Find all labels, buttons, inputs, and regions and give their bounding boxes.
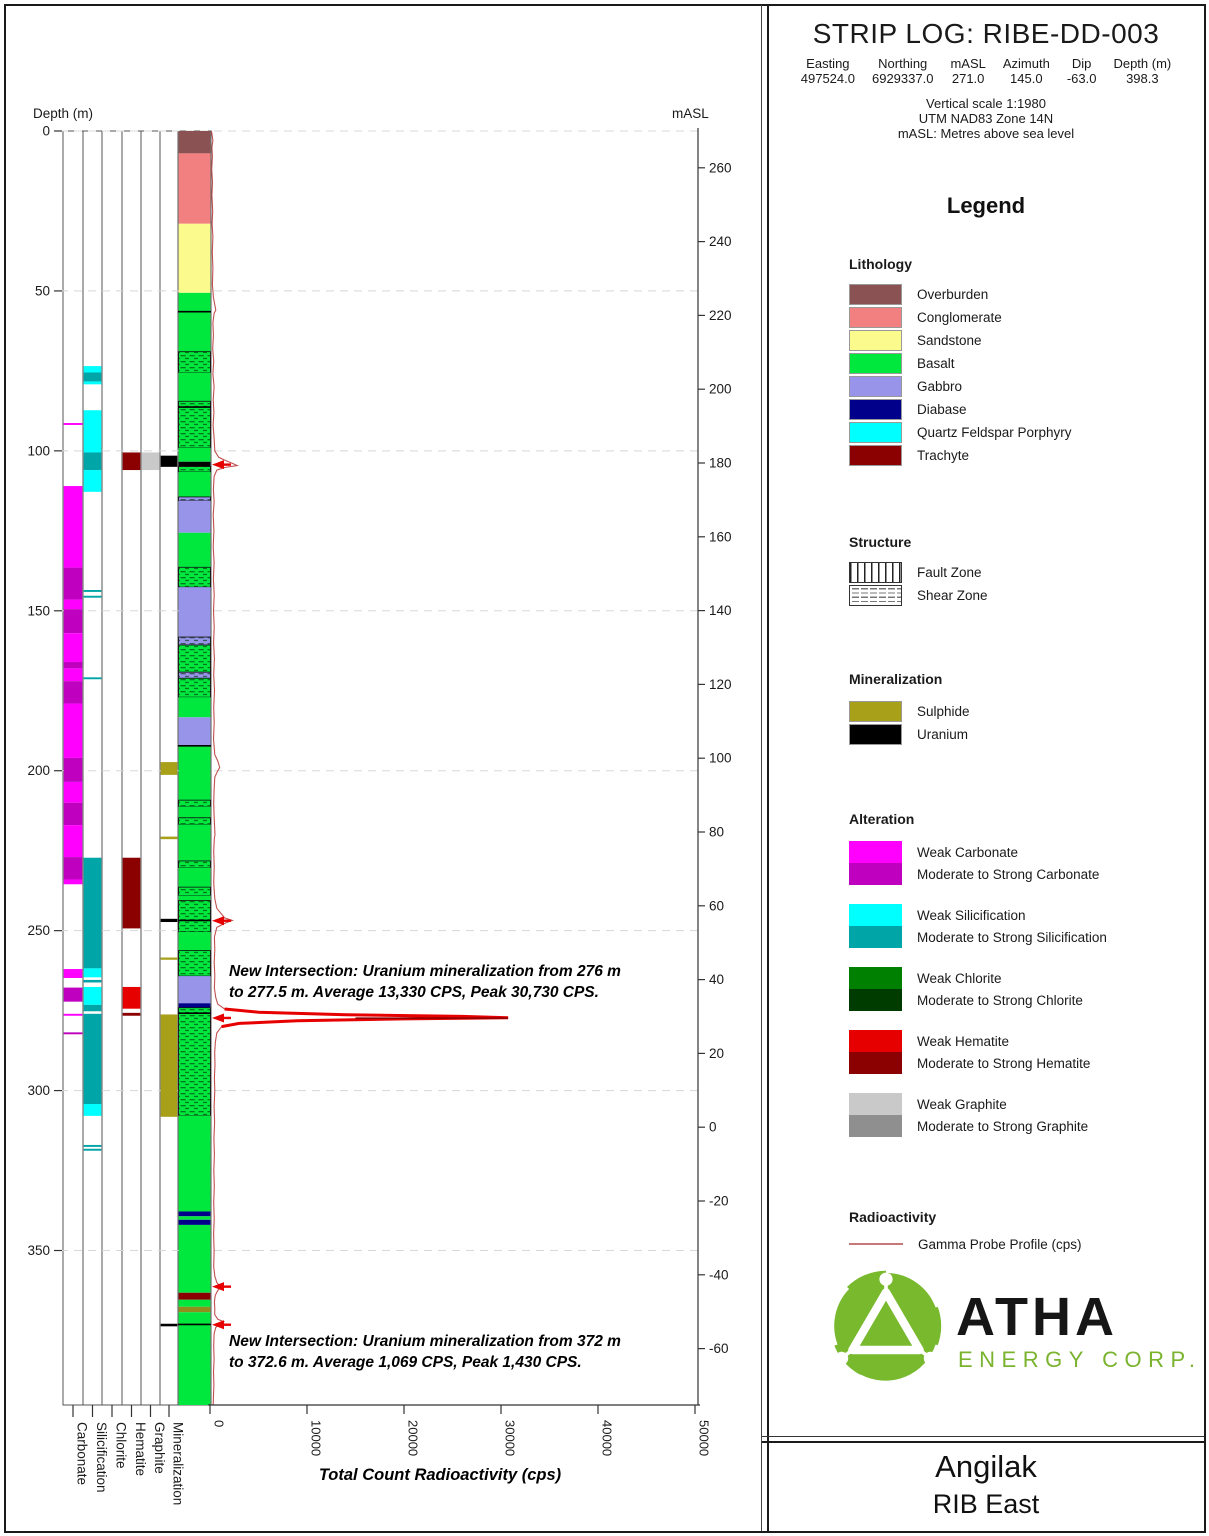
legend-alteration-heading: Alteration [849,811,915,827]
svg-text:50000: 50000 [696,1420,712,1457]
column-labels [73,1405,186,1505]
collar-field [801,56,855,86]
svg-text:180: 180 [709,455,732,471]
collar-field-value: 145.0 [1010,71,1043,86]
legend-swatch [849,841,902,863]
collar-field-value: 398.3 [1126,71,1159,86]
collar-field-value: 271.0 [951,71,985,86]
note-datum: UTM NAD83 Zone 14N [918,111,1054,126]
legend-item-label: Weak Carbonate [917,844,1019,860]
collar-field [950,56,985,86]
svg-text:Graphite: Graphite [152,1422,167,1474]
gamma-profile [212,131,509,1405]
note-scale: Vertical scale 1:1980 [926,96,1046,111]
intersection-annotation [229,961,709,1003]
svg-text:50: 50 [34,283,50,299]
project-name: Angilak [935,1449,1037,1484]
legend-gamma-row [849,1234,1082,1254]
alteration-legend-group [849,967,1107,1011]
collar-field-label: Azimuth [1002,56,1050,71]
annotation-line1: New Intersection: Uranium mineralization from 372 m [229,1333,621,1350]
legend-item-label: Sandstone [917,333,982,348]
radioactivity-axis [208,1405,712,1456]
strip-column-box [122,131,141,1405]
collar-field-label: mASL [950,56,986,71]
legend-item [849,375,1072,398]
legend-swatch [849,307,902,328]
svg-text:220: 220 [709,307,732,323]
legend-item [849,863,1107,885]
note-masl: mASL: Metres above sea level [897,126,1075,141]
svg-text:-60: -60 [709,1341,729,1357]
legend-swatch [849,562,902,583]
legend-item [849,841,1107,863]
svg-text:20000: 20000 [405,1420,421,1457]
right-panel-border [767,5,769,1531]
annotation-line2: to 277.5 m. Average 13,330 CPS, Peak 30,730 CPS. [229,984,599,1001]
svg-text:0: 0 [42,123,50,139]
collar-field-label: Northing [878,56,928,71]
svg-text:150: 150 [27,603,50,619]
legend-item [849,989,1107,1011]
svg-text:40: 40 [709,972,725,988]
svg-text:Mineralization: Mineralization [170,1422,186,1506]
legend-item [849,1030,1107,1052]
svg-text:160: 160 [709,529,732,545]
legend-structure-heading: Structure [849,534,912,550]
collar-field-value: 6929337.0 [871,71,934,86]
map-notes [768,96,1204,141]
legend-item [849,444,1072,467]
svg-text:240: 240 [709,234,732,250]
gamma-line-label: Gamma Probe Profile (cps) [918,1236,1082,1252]
masl-axis-label: mASL [672,106,709,121]
footer-divider [762,1436,1204,1437]
svg-text:140: 140 [709,603,732,619]
legend-mineralization-heading: Mineralization [849,671,943,687]
legend-item-label: Moderate to Strong Carbonate [917,866,1100,882]
legend-swatch [849,422,902,443]
radioactivity-axis-title: Total Count Radioactivity (cps) [318,1466,562,1484]
svg-text:-40: -40 [709,1267,729,1283]
alteration-legend-group [849,904,1107,948]
collar-info-fields [768,56,1204,86]
collar-field-label: Depth (m) [1113,56,1172,71]
legend-item-label: Basalt [917,356,955,371]
svg-text:100: 100 [709,750,732,766]
legend-item [849,1115,1107,1137]
legend-swatch [849,353,902,374]
legend-item-label: Weak Chlorite [917,970,1002,986]
strip-column-box [141,131,160,1405]
legend-item [849,967,1107,989]
legend-item-label: Fault Zone [917,565,982,580]
legend-swatch [849,1052,902,1074]
legend-swatch [849,376,902,397]
legend-swatch [849,445,902,466]
depth-axis-label: Depth (m) [33,106,94,121]
collar-field [1113,56,1171,86]
svg-text:Chlorite: Chlorite [113,1422,129,1469]
svg-text:30000: 30000 [502,1420,518,1457]
legend-swatch [849,701,902,722]
legend-mineralization-list [849,700,970,746]
legend-swatch [849,967,902,989]
svg-text:300: 300 [27,1083,50,1099]
collar-field [872,56,933,86]
legend-item-label: Sulphide [917,704,970,719]
svg-text:350: 350 [27,1243,50,1259]
legend-item-label: Moderate to Strong Chlorite [917,992,1083,1008]
atha-subtitle: ENERGY CORP. [958,1347,1202,1372]
legend-item-label: Conglomerate [917,310,1002,325]
legend-radioactivity-heading: Radioactivity [849,1209,937,1225]
legend-item [849,421,1072,444]
legend-item-label: Gabbro [917,379,963,394]
svg-text:250: 250 [27,923,50,939]
collar-field-label: Easting [806,56,850,71]
legend-swatch [849,585,902,606]
lithology-intervals [178,131,211,1405]
legend-item [849,283,1072,306]
legend-item-label: Moderate to Strong Silicification [917,929,1107,945]
legend-item [849,700,970,723]
masl-axis [698,128,732,1405]
svg-text:20: 20 [709,1045,725,1061]
alteration-legend-group [849,1093,1107,1137]
annotation-line2: to 372.6 m. Average 1,069 CPS, Peak 1,430 CPS. [229,1354,582,1371]
legend-swatch [849,1030,902,1052]
legend-item-label: Moderate to Strong Hematite [917,1055,1091,1071]
legend-lithology-list [849,283,1072,467]
legend-swatch [849,284,902,305]
legend-swatch [849,989,902,1011]
legend-item [849,329,1072,352]
legend-item [849,306,1072,329]
project-area: RIB East [932,1489,1040,1519]
legend-alteration-list [849,841,1107,1156]
svg-text:120: 120 [709,676,732,692]
svg-text:60: 60 [709,898,725,914]
atha-wordmark: ATHA [956,1287,1118,1347]
intersection-annotation [229,1331,709,1373]
legend-item-label: Trachyte [917,448,970,463]
legend-title: Legend [946,193,1026,218]
legend-item-label: Shear Zone [917,588,988,603]
legend-item-label: Uranium [917,727,969,742]
svg-text:200: 200 [27,763,50,779]
atha-logo-icon [826,1266,946,1386]
legend-swatch [849,330,902,351]
legend-swatch [849,724,902,745]
legend-item-label: Diabase [917,402,967,417]
footer-divider-2 [762,1441,1204,1443]
collar-field [1067,56,1097,86]
legend-item-label: Overburden [917,287,989,302]
legend-swatch [849,1093,902,1115]
svg-text:0: 0 [709,1119,717,1135]
alteration-legend-group [849,841,1107,885]
collar-field-value: -63.0 [1066,71,1097,86]
svg-text:200: 200 [709,381,732,397]
svg-text:260: 260 [709,160,732,176]
svg-text:Silicification: Silicification [94,1422,109,1493]
legend-item-label: Weak Silicification [917,907,1026,923]
legend-item-label: Moderate to Strong Graphite [917,1118,1089,1134]
legend-item [849,584,988,607]
legend-item [849,352,1072,375]
legend-swatch [849,1115,902,1137]
collar-field-label: Dip [1071,56,1092,71]
gamma-line-sample [849,1243,903,1245]
page-title: STRIP LOG: RIBE-DD-003 [812,18,1160,49]
legend-item [849,904,1107,926]
collar-field-value: 497524.0 [800,71,855,86]
svg-text:40000: 40000 [599,1420,615,1457]
legend-item-label: Quartz Feldspar Porphyry [917,425,1072,440]
collar-field [1003,56,1050,86]
legend-structure-list [849,561,988,607]
legend-item [849,1052,1107,1074]
legend-item-label: Weak Hematite [917,1033,1010,1049]
legend-item [849,398,1072,421]
legend-swatch [849,926,902,948]
legend-lithology-heading: Lithology [849,256,912,272]
legend-item [849,1093,1107,1115]
svg-text:Hematite: Hematite [133,1422,148,1477]
svg-text:100: 100 [27,443,50,459]
strip-column-box [102,131,122,1405]
svg-text:-20: -20 [709,1193,729,1209]
alteration-legend-group [849,1030,1107,1074]
svg-text:0: 0 [211,1420,227,1428]
legend-item [849,561,988,584]
legend-item-label: Weak Graphite [917,1096,1007,1112]
strip-column-box [83,131,102,1405]
legend-item [849,723,970,746]
svg-text:10000: 10000 [308,1420,324,1457]
annotation-line1: New Intersection: Uranium mineralization from 276 m [229,963,621,980]
depth-axis [27,124,62,1259]
legend-item [849,926,1107,948]
legend-swatch [849,904,902,926]
legend-swatch [849,863,902,885]
legend-swatch [849,399,902,420]
svg-text:80: 80 [709,824,725,840]
svg-text:Carbonate: Carbonate [74,1422,90,1486]
